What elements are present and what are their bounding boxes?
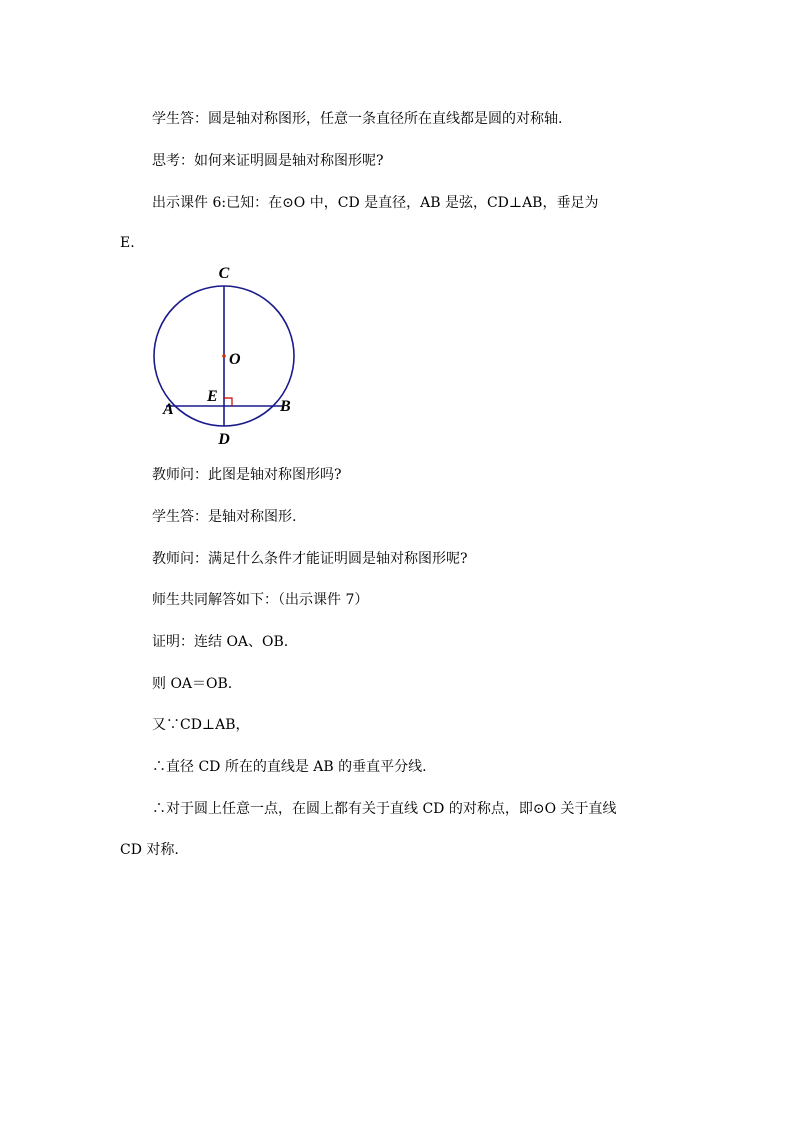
label-e: E bbox=[207, 388, 218, 405]
paragraph-conclusion-cont: CD 对称. bbox=[120, 842, 179, 858]
paragraph-proof-step-3: ∴直径 CD 所在的直线是 AB 的垂直平分线. bbox=[152, 759, 427, 775]
label-a: A bbox=[163, 401, 174, 418]
paragraph-student-answer-1: 学生答：圆是轴对称图形，任意一条直径所在直线都是圆的对称轴. bbox=[152, 111, 563, 127]
paragraph-proof-step-2: 又∵CD⊥AB， bbox=[152, 717, 250, 733]
paragraph-teacher-question-2: 教师问：满足什么条件才能证明圆是轴对称图形呢? bbox=[152, 551, 468, 567]
label-b: B bbox=[280, 398, 291, 415]
paragraph-conclusion: ∴对于圆上任意一点，在圆上都有关于直线 CD 的对称点，即⊙O 关于直线 bbox=[152, 801, 617, 817]
paragraph-proof-step-1: 则 OA＝OB. bbox=[152, 676, 233, 692]
label-d: D bbox=[218, 431, 230, 448]
paragraph-courseware-6: 出示课件 6:已知：在⊙O 中，CD 是直径，AB 是弦，CD⊥AB，垂足为 bbox=[152, 195, 599, 211]
label-o: O bbox=[229, 351, 241, 368]
paragraph-think: 思考：如何来证明圆是轴对称图形呢? bbox=[152, 153, 384, 169]
right-angle-mark bbox=[224, 398, 232, 406]
paragraph-proof-start: 证明：连结 OA、OB. bbox=[152, 634, 289, 650]
center-point bbox=[222, 354, 226, 358]
paragraph-teacher-question-1: 教师问：此图是轴对称图形吗? bbox=[152, 467, 342, 483]
paragraph-student-answer-2: 学生答：是轴对称图形. bbox=[152, 509, 297, 525]
label-c: C bbox=[218, 265, 230, 282]
circle-figure bbox=[150, 262, 310, 448]
paragraph-joint-answer: 师生共同解答如下：（出示课件 7） bbox=[152, 592, 369, 608]
paragraph-courseware-6-cont: E. bbox=[120, 235, 135, 251]
